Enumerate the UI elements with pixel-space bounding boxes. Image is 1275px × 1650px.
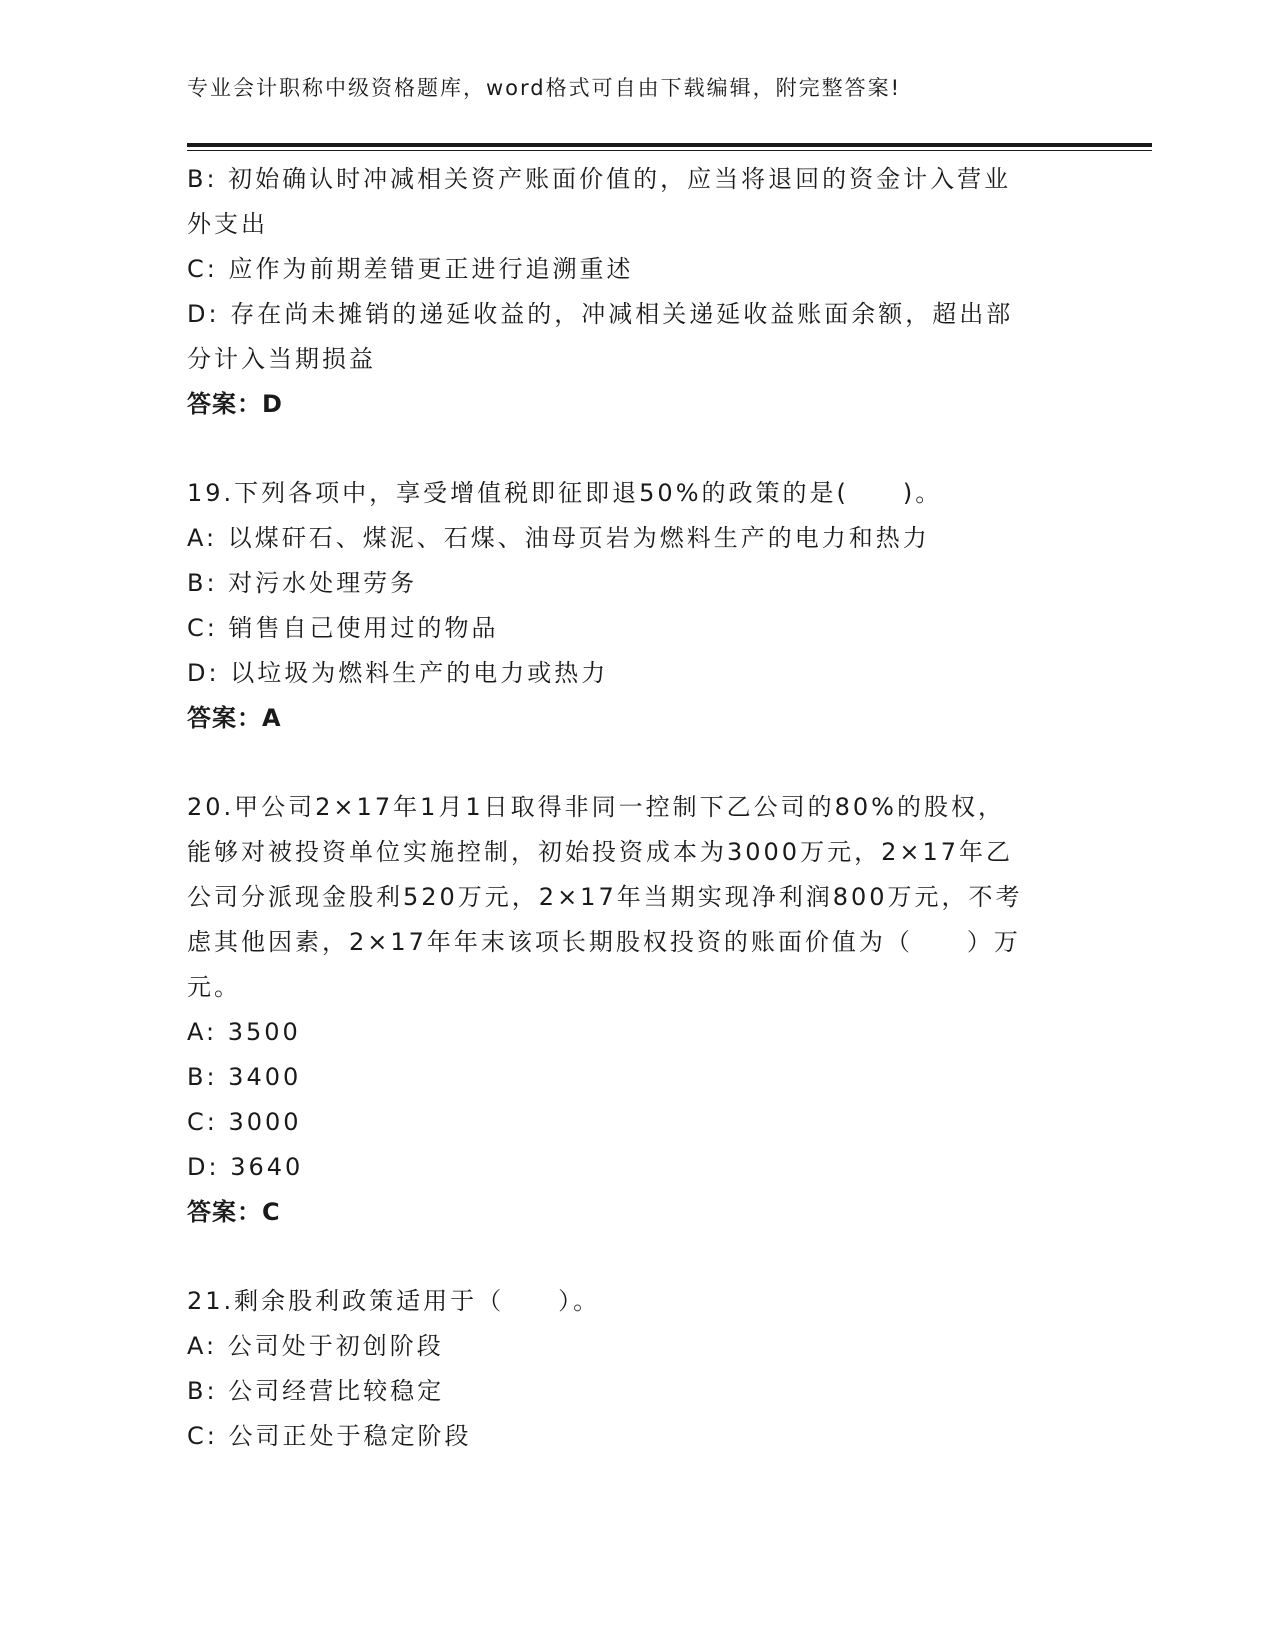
answer: 答案：C bbox=[187, 1198, 281, 1226]
option-a: A: 公司处于初创阶段 bbox=[187, 1332, 444, 1360]
header-rule-thick bbox=[187, 143, 1152, 147]
option-d-line-1: D: 存在尚未摊销的递延收益的，冲减相关递延收益账面余额，超出部 bbox=[187, 300, 1014, 328]
question-stem-line-1: 20.甲公司2×17年1月1日取得非同一控制下乙公司的80%的股权， bbox=[187, 793, 1005, 821]
question-19 bbox=[187, 471, 1087, 741]
option-d: D: 3640 bbox=[187, 1153, 304, 1181]
question-spacer bbox=[187, 427, 1087, 471]
option-c: C: 3000 bbox=[187, 1108, 302, 1136]
option-b: B: 公司经营比较稳定 bbox=[187, 1377, 445, 1405]
question-stem-line-3: 公司分派现金股利520万元，2×17年当期实现净利润800万元，不考 bbox=[187, 883, 1023, 911]
option-a: A: 以煤矸石、煤泥、石煤、油母页岩为燃料生产的电力和热力 bbox=[187, 524, 930, 552]
option-d-line-2: 分计入当期损益 bbox=[187, 345, 376, 373]
option-c: C: 应作为前期差错更正进行追溯重述 bbox=[187, 255, 634, 283]
header-rule-thin bbox=[187, 150, 1152, 151]
option-c: C: 销售自己使用过的物品 bbox=[187, 614, 499, 642]
question-20 bbox=[187, 785, 1087, 1235]
question-stem-line-2: 能够对被投资单位实施控制，初始投资成本为3000万元，2×17年乙 bbox=[187, 838, 1013, 866]
page-header: 专业会计职称中级资格题库，word格式可自由下载编辑，附完整答案! bbox=[187, 76, 902, 100]
option-c: C: 公司正处于稳定阶段 bbox=[187, 1422, 472, 1450]
question-21 bbox=[187, 1279, 1087, 1459]
answer: 答案：A bbox=[187, 704, 282, 732]
option-b-line-1: B: 初始确认时冲减相关资产账面价值的，应当将退回的资金计入营业 bbox=[187, 165, 1012, 193]
question-spacer bbox=[187, 1235, 1087, 1279]
question-stem: 19.下列各项中，享受增值税即征即退50%的政策的是( )。 bbox=[187, 479, 943, 507]
question-spacer bbox=[187, 741, 1087, 785]
question-18-tail bbox=[187, 157, 1087, 427]
option-b: B: 3400 bbox=[187, 1063, 302, 1091]
answer: 答案：D bbox=[187, 390, 283, 418]
option-d: D: 以垃圾为燃料生产的电力或热力 bbox=[187, 659, 609, 687]
question-stem-line-4: 虑其他因素，2×17年年末该项长期股权投资的账面价值为（ ）万 bbox=[187, 928, 1021, 956]
question-content bbox=[187, 157, 1087, 1459]
option-a: A: 3500 bbox=[187, 1018, 301, 1046]
option-b: B: 对污水处理劳务 bbox=[187, 569, 418, 597]
question-stem: 21.剩余股利政策适用于（ ）。 bbox=[187, 1287, 601, 1315]
option-b-line-2: 外支出 bbox=[187, 210, 268, 238]
question-stem-line-5: 元。 bbox=[187, 973, 241, 1001]
